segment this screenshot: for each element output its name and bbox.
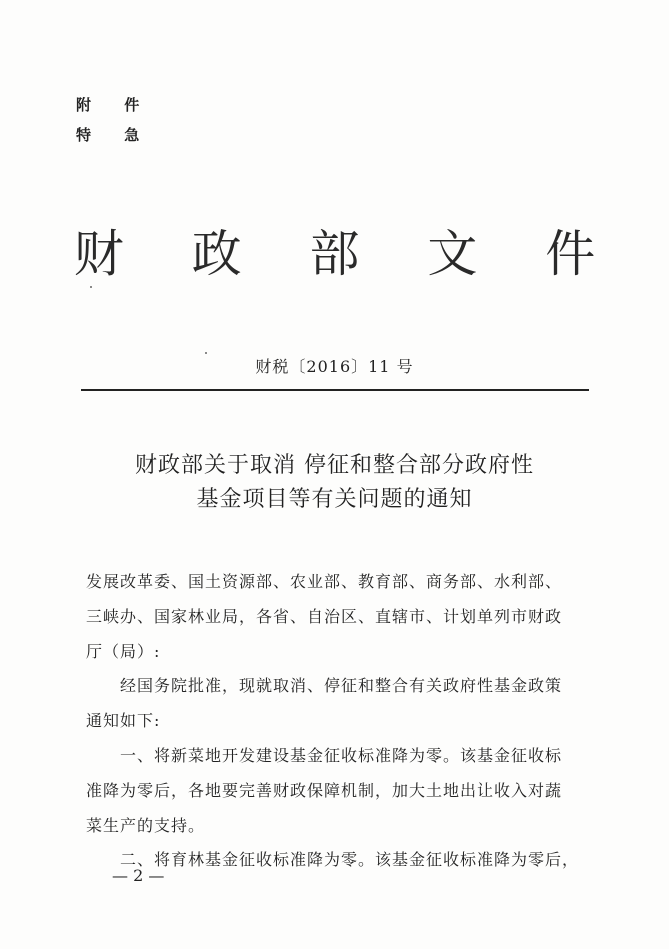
item-two-line: 二、将育林基金征收标准降为零。该基金征收标准降为零后，	[120, 850, 580, 869]
urgency-label: 特 急	[76, 126, 154, 144]
header-divider	[81, 389, 589, 391]
attachment-label: 附 件	[76, 96, 154, 114]
item-one-line: 准降为零后，各地要完善财政保障机制，加大土地出让收入对蔬	[86, 781, 563, 800]
item-one-line: 菜生产的支持。	[86, 816, 206, 835]
recipients-line: 厅（局）:	[86, 642, 161, 661]
page-number: — 2 —	[112, 866, 165, 885]
recipients-line: 三峡办、国家林业局，各省、自治区、直辖市、计划单列市财政	[86, 607, 563, 626]
intro-paragraph-line: 通知如下:	[86, 711, 161, 730]
intro-paragraph-line: 经国务院批准，现就取消、停征和整合有关政府性基金政策	[120, 676, 563, 695]
item-one-line: 一、将新菜地开发建设基金征收标准降为零。该基金征收标	[120, 746, 563, 765]
issuer-header: 财 政 部 文 件	[73, 225, 622, 283]
document-number: 财税〔2016〕11 号	[255, 357, 414, 376]
scan-speck	[90, 286, 92, 288]
document-title-line-1: 财政部关于取消 停征和整合部分政府性	[135, 453, 534, 478]
recipients-line: 发展改革委、国土资源部、农业部、教育部、商务部、水利部、	[86, 572, 563, 591]
document-title-line-2: 基金项目等有关问题的通知	[196, 487, 473, 512]
